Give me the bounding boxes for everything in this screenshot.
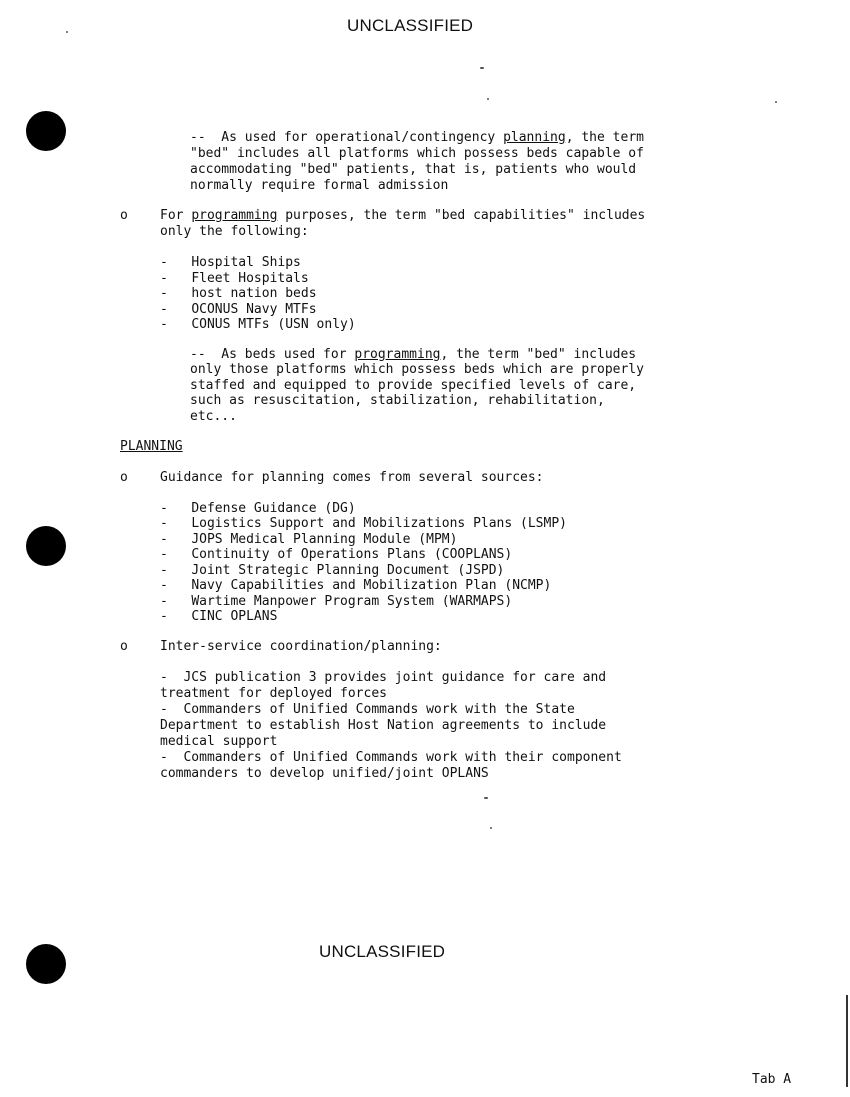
list-item: - Hospital Ships: [160, 255, 301, 270]
list-item: - Joint Strategic Planning Document (JSPD): [160, 563, 505, 578]
note-line: normally require formal admission: [190, 178, 449, 193]
list-item: - OCONUS Navy MTFs: [160, 302, 317, 317]
scan-speck: [487, 98, 489, 100]
programming-intro-line: For programming purposes, the term "bed capabilities" includes: [160, 208, 646, 223]
punch-hole-middle: [26, 526, 66, 566]
section-heading: PLANNING: [120, 439, 183, 454]
list-item: - Wartime Manpower Program System (WARMAPS): [160, 594, 513, 609]
note-line: "bed" includes all platforms which possess beds capable of: [190, 146, 644, 161]
coordination-line: Department to establish Host Nation agreements to include: [160, 718, 607, 733]
scan-edge-line: [846, 995, 848, 1087]
header-classification-marking: UNCLASSIFIED: [347, 16, 474, 35]
guidance-intro: Guidance for planning comes from several sources:: [160, 470, 544, 485]
programming-intro-line: only the following:: [160, 224, 309, 239]
punch-hole-top: [26, 111, 66, 151]
list-item: - Defense Guidance (DG): [160, 501, 356, 516]
coordination-line: commanders to develop unified/joint OPLANS: [160, 766, 489, 781]
punch-hole-bottom: [26, 944, 66, 984]
note-line: only those platforms which possess beds which are properly: [190, 362, 644, 377]
list-item: - CONUS MTFs (USN only): [160, 317, 356, 332]
scan-speck: [480, 67, 484, 69]
list-item: - Logistics Support and Mobilizations Plans (LSMP): [160, 516, 567, 531]
coordination-line: treatment for deployed forces: [160, 686, 387, 701]
note-line: -- As used for operational/contingency planning, the term: [190, 130, 644, 145]
list-item: - Continuity of Operations Plans (COOPLANS): [160, 547, 513, 562]
list-item: - CINC OPLANS: [160, 609, 278, 624]
list-item: - Fleet Hospitals: [160, 271, 309, 286]
coordination-intro: Inter-service coordination/planning:: [160, 639, 442, 654]
footer-classification-marking: UNCLASSIFIED: [319, 942, 446, 961]
coordination-line: - Commanders of Unified Commands work with the State: [160, 702, 575, 717]
scan-speck: [66, 31, 68, 33]
page-tab-label: Tab A: [752, 1072, 792, 1087]
list-item: - JOPS Medical Planning Module (MPM): [160, 532, 458, 547]
bullet-marker: o: [120, 470, 128, 485]
list-item: - host nation beds: [160, 286, 317, 301]
note-line: -- As beds used for programming, the term "bed" includes: [190, 347, 637, 362]
list-item: - Navy Capabilities and Mobilization Plan (NCMP): [160, 578, 552, 593]
coordination-line: medical support: [160, 734, 278, 749]
coordination-line: - JCS publication 3 provides joint guidance for care and: [160, 670, 607, 685]
note-line: such as resuscitation, stabilization, rehabilitation,: [190, 393, 605, 408]
bullet-marker: o: [120, 639, 128, 654]
scan-speck: [484, 797, 488, 799]
note-line: staffed and equipped to provide specified levels of care,: [190, 378, 637, 393]
scan-speck: [775, 101, 777, 103]
coordination-line: - Commanders of Unified Commands work with their component: [160, 750, 622, 765]
bullet-marker: o: [120, 208, 128, 223]
scan-speck: [490, 827, 492, 829]
note-line: accommodating "bed" patients, that is, patients who would: [190, 162, 637, 177]
note-line: etc...: [190, 409, 237, 424]
